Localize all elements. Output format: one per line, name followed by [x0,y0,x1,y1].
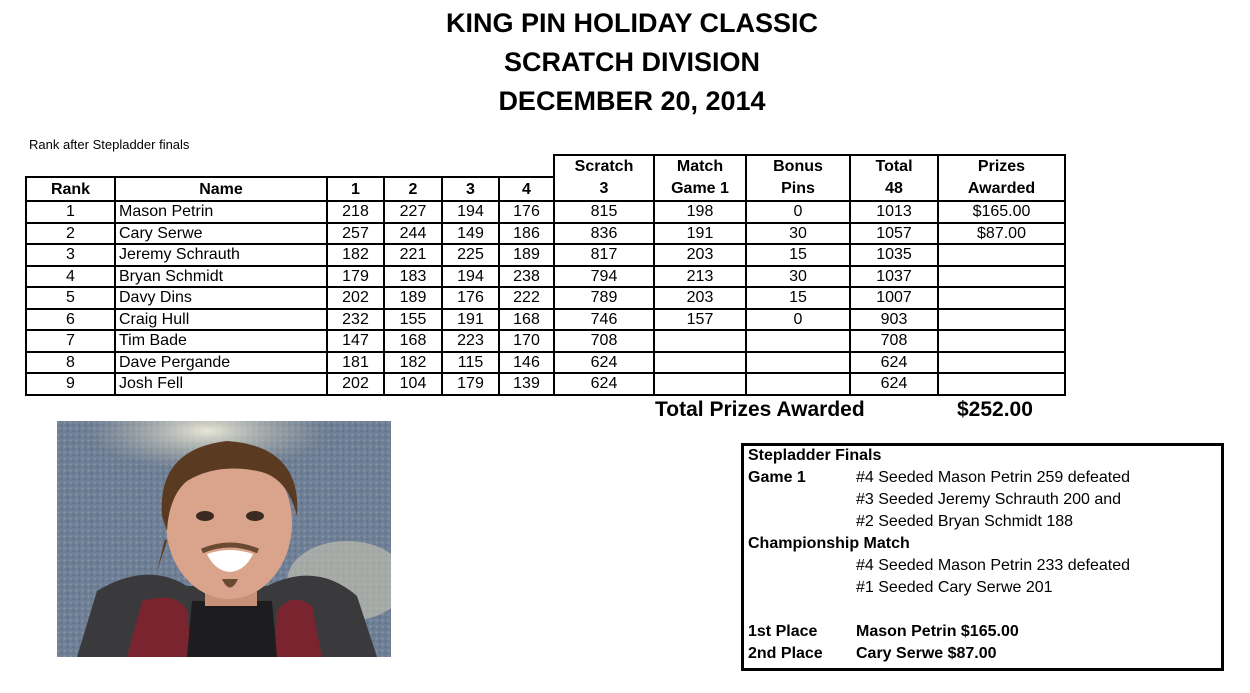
finals-heading: Stepladder Finals [748,447,882,464]
cell-total: 903 [850,309,938,331]
cell-total: 624 [850,373,938,395]
cell-game-4: 168 [499,309,554,331]
cell-total: 1035 [850,244,938,266]
cell-rank: 1 [26,201,115,223]
cell-bonus [746,352,850,374]
total-prizes-amount: $252.00 [957,398,1033,421]
cell-game-4: 186 [499,223,554,245]
header-rank: Rank [26,177,115,201]
cell-game-3: 149 [442,223,499,245]
cell-match: 203 [654,244,746,266]
cell-prize [938,244,1065,266]
header-bonus: Bonus Pins [746,155,850,201]
header-game-3: 3 [442,177,499,201]
bowler-photo [57,421,391,657]
finals-game1-row [748,469,1130,487]
cell-match [654,330,746,352]
cell-rank: 9 [26,373,115,395]
cell-rank: 8 [26,352,115,374]
table-row [26,373,1065,395]
cell-game-2: 189 [384,287,442,309]
cell-game-1: 232 [327,309,384,331]
cell-game-1: 202 [327,373,384,395]
cell-game-3: 223 [442,330,499,352]
table-row [26,287,1065,309]
cell-total: 624 [850,352,938,374]
header-game-1: 1 [327,177,384,201]
cell-rank: 6 [26,309,115,331]
total-prizes-label: Total Prizes Awarded [655,398,865,421]
cell-match: 203 [654,287,746,309]
cell-match [654,373,746,395]
finals-champ-line: #1 Seeded Cary Serwe 201 [856,579,1053,596]
cell-game-2: 183 [384,266,442,288]
cell-scratch: 746 [554,309,654,331]
cell-game-4: 170 [499,330,554,352]
cell-match [654,352,746,374]
cell-bonus: 30 [746,266,850,288]
cell-prize [938,309,1065,331]
cell-scratch: 624 [554,352,654,374]
cell-game-2: 168 [384,330,442,352]
finals-game1-line: #4 Seeded Mason Petrin 259 defeated [856,469,1130,486]
cell-name: Craig Hull [115,309,327,331]
cell-prize: $165.00 [938,201,1065,223]
finals-game1-label: Game 1 [748,469,806,486]
cell-bonus [746,330,850,352]
cell-rank: 2 [26,223,115,245]
cell-bonus [746,373,850,395]
cell-match: 213 [654,266,746,288]
first-place-text: Mason Petrin $165.00 [856,623,1019,640]
table-row [26,244,1065,266]
cell-total: 1007 [850,287,938,309]
cell-name: Josh Fell [115,373,327,395]
table-row [26,223,1065,245]
finals-game1-line: #3 Seeded Jeremy Schrauth 200 and [856,491,1122,508]
cell-game-3: 225 [442,244,499,266]
cell-game-1: 202 [327,287,384,309]
table-row [26,201,1065,223]
table-row [26,330,1065,352]
cell-scratch: 789 [554,287,654,309]
cell-game-2: 244 [384,223,442,245]
cell-scratch: 624 [554,373,654,395]
header-game-2: 2 [384,177,442,201]
results-table [25,154,1066,396]
cell-prize [938,373,1065,395]
table-row [26,352,1065,374]
cell-game-3: 176 [442,287,499,309]
cell-scratch: 817 [554,244,654,266]
cell-name: Cary Serwe [115,223,327,245]
cell-game-1: 218 [327,201,384,223]
cell-rank: 5 [26,287,115,309]
cell-prize: $87.00 [938,223,1065,245]
first-place-label: 1st Place [748,623,818,640]
finals-game1-line: #2 Seeded Bryan Schmidt 188 [856,513,1074,530]
second-place-row [748,645,997,663]
cell-game-2: 155 [384,309,442,331]
cell-prize [938,266,1065,288]
cell-rank: 4 [26,266,115,288]
cell-game-1: 257 [327,223,384,245]
cell-game-4: 238 [499,266,554,288]
stepladder-finals-box [741,443,1224,671]
title-line-2: SCRATCH DIVISION [503,47,760,77]
header-name: Name [115,177,327,201]
cell-game-4: 146 [499,352,554,374]
cell-name: Mason Petrin [115,201,327,223]
cell-name: Davy Dins [115,287,327,309]
cell-bonus: 15 [746,287,850,309]
cell-total: 1013 [850,201,938,223]
portrait-photo-icon [57,421,391,657]
cell-game-1: 179 [327,266,384,288]
cell-match: 191 [654,223,746,245]
cell-prize [938,352,1065,374]
cell-bonus: 0 [746,309,850,331]
title-line-3: DECEMBER 20, 2014 [498,86,766,116]
cell-prize [938,330,1065,352]
cell-scratch: 836 [554,223,654,245]
header-total: Total 48 [850,155,938,201]
header-scratch: Scratch 3 [554,155,654,201]
rank-note: Rank after Stepladder finals [29,137,190,152]
cell-name: Tim Bade [115,330,327,352]
cell-bonus: 0 [746,201,850,223]
title-line-1: KING PIN HOLIDAY CLASSIC [445,8,819,38]
cell-rank: 7 [26,330,115,352]
cell-game-1: 147 [327,330,384,352]
header-game-4: 4 [499,177,554,201]
cell-total: 1057 [850,223,938,245]
cell-rank: 3 [26,244,115,266]
cell-game-1: 182 [327,244,384,266]
cell-name: Dave Pergande [115,352,327,374]
cell-game-3: 194 [442,266,499,288]
cell-game-2: 227 [384,201,442,223]
cell-prize [938,287,1065,309]
finals-champ-label: Championship Match [748,535,910,552]
cell-game-3: 194 [442,201,499,223]
second-place-text: Cary Serwe $87.00 [856,645,997,662]
table-row [26,266,1065,288]
header-row-top [26,155,1065,177]
total-prizes [655,398,1033,422]
cell-scratch: 794 [554,266,654,288]
cell-game-2: 182 [384,352,442,374]
cell-total: 1037 [850,266,938,288]
cell-game-2: 104 [384,373,442,395]
header-prizes: Prizes Awarded [938,155,1065,201]
cell-bonus: 30 [746,223,850,245]
cell-game-2: 221 [384,244,442,266]
cell-game-4: 222 [499,287,554,309]
cell-game-3: 191 [442,309,499,331]
cell-bonus: 15 [746,244,850,266]
cell-game-3: 115 [442,352,499,374]
cell-total: 708 [850,330,938,352]
cell-game-4: 176 [499,201,554,223]
cell-name: Jeremy Schrauth [115,244,327,266]
table-row [26,309,1065,331]
cell-game-4: 139 [499,373,554,395]
first-place-row [748,623,1019,641]
page-title [0,4,1250,121]
cell-scratch: 708 [554,330,654,352]
second-place-label: 2nd Place [748,645,823,662]
cell-game-3: 179 [442,373,499,395]
header-match: Match Game 1 [654,155,746,201]
finals-champ-line: #4 Seeded Mason Petrin 233 defeated [856,557,1130,574]
cell-game-4: 189 [499,244,554,266]
results-body [26,201,1065,395]
cell-scratch: 815 [554,201,654,223]
cell-match: 157 [654,309,746,331]
cell-match: 198 [654,201,746,223]
cell-name: Bryan Schmidt [115,266,327,288]
cell-game-1: 181 [327,352,384,374]
